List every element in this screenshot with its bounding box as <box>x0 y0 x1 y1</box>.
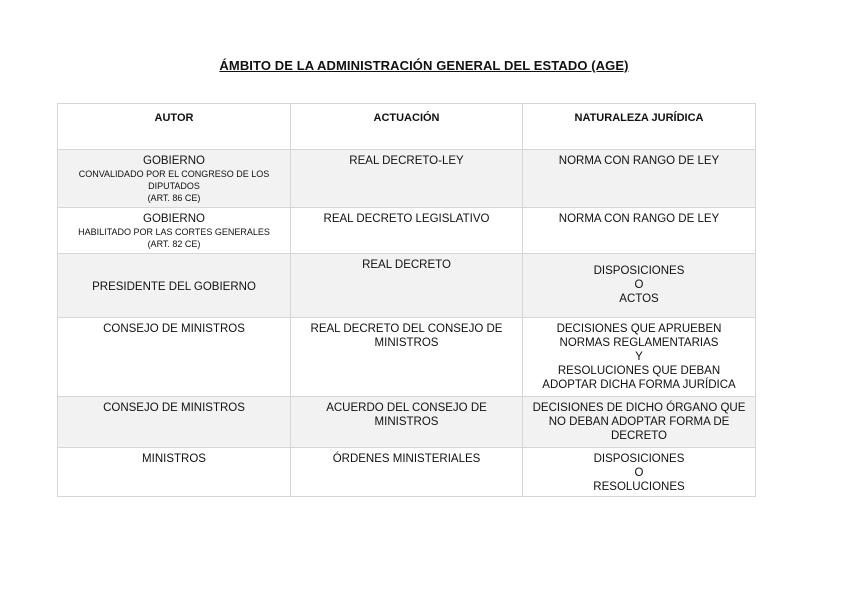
cell-actuacion <box>291 208 523 254</box>
autor-label: CONSEJO DE MINISTROS <box>103 323 245 335</box>
naturaleza-line: NO DEBAN ADOPTAR FORMA DE <box>548 416 730 428</box>
actuacion-line: REAL DECRETO-LEY <box>349 155 464 167</box>
autor-note: HABILITADO POR LAS CORTES GENERALES <box>78 227 270 237</box>
header-naturaleza: NATURALEZA JURÍDICA <box>523 104 756 150</box>
naturaleza-line: ADOPTAR DICHA FORMA JURÍDICA <box>542 379 736 391</box>
table-row <box>58 448 756 497</box>
age-table <box>57 103 756 497</box>
autor-note: CONVALIDADO POR EL CONGRESO DE LOS DIPUTADOS <box>78 169 270 191</box>
actuacion-line: ACUERDO DEL CONSEJO DE <box>326 402 487 414</box>
cell-naturaleza <box>523 254 756 318</box>
autor-label: MINISTROS <box>142 453 206 465</box>
document-title: ÁMBITO DE LA ADMINISTRACIÓN GENERAL DEL ESTADO (AGE) <box>219 58 629 73</box>
table-row <box>58 254 756 318</box>
actuacion-line: MINISTROS <box>374 416 439 428</box>
naturaleza-line: RESOLUCIONES QUE DEBAN <box>557 365 721 377</box>
naturaleza-line: Y <box>635 351 643 363</box>
naturaleza-line: DECISIONES QUE APRUEBEN <box>556 323 722 335</box>
cell-naturaleza <box>523 318 756 397</box>
cell-autor <box>58 318 291 397</box>
autor-label: PRESIDENTE DEL GOBIERNO <box>92 280 256 293</box>
naturaleza-line: O <box>634 467 644 479</box>
naturaleza-line: O <box>634 279 644 291</box>
naturaleza-line: ACTOS <box>619 293 659 305</box>
cell-autor <box>58 254 291 318</box>
cell-actuacion <box>291 150 523 208</box>
naturaleza-line: DECRETO <box>610 430 668 442</box>
cell-autor <box>58 208 291 254</box>
autor-note: (ART. 82 CE) <box>147 239 201 249</box>
cell-actuacion <box>291 254 523 318</box>
naturaleza-line: DISPOSICIONES <box>593 453 685 465</box>
actuacion-line: REAL DECRETO <box>362 259 451 271</box>
actuacion-line: ÓRDENES MINISTERIALES <box>332 453 481 465</box>
cell-autor <box>58 448 291 497</box>
cell-actuacion <box>291 448 523 497</box>
cell-naturaleza <box>523 150 756 208</box>
cell-naturaleza <box>523 208 756 254</box>
actuacion-line: REAL DECRETO LEGISLATIVO <box>323 213 490 225</box>
naturaleza-line: NORMA CON RANGO DE LEY <box>558 155 720 167</box>
cell-actuacion <box>291 318 523 397</box>
autor-label: GOBIERNO <box>143 213 205 225</box>
autor-label: CONSEJO DE MINISTROS <box>103 402 245 414</box>
table-row <box>58 318 756 397</box>
naturaleza-line: DECISIONES DE DICHO ÓRGANO QUE <box>532 402 746 414</box>
naturaleza-line: DISPOSICIONES <box>593 265 685 277</box>
table-row <box>58 397 756 448</box>
cell-autor <box>58 397 291 448</box>
table-row <box>58 150 756 208</box>
actuacion-line: REAL DECRETO DEL CONSEJO DE <box>310 323 503 335</box>
cell-actuacion <box>291 397 523 448</box>
naturaleza-line: RESOLUCIONES <box>593 481 685 493</box>
cell-autor <box>58 150 291 208</box>
autor-label: GOBIERNO <box>143 155 205 167</box>
naturaleza-line: NORMA CON RANGO DE LEY <box>558 213 720 225</box>
actuacion-line: MINISTROS <box>374 337 439 349</box>
table-row <box>58 208 756 254</box>
table-header-row <box>58 104 756 150</box>
cell-naturaleza <box>523 397 756 448</box>
autor-note: (ART. 86 CE) <box>147 193 201 203</box>
header-autor: AUTOR <box>58 104 291 150</box>
cell-naturaleza <box>523 448 756 497</box>
header-actuacion: ACTUACIÓN <box>291 104 523 150</box>
naturaleza-line: NORMAS REGLAMENTARIAS <box>559 337 719 349</box>
